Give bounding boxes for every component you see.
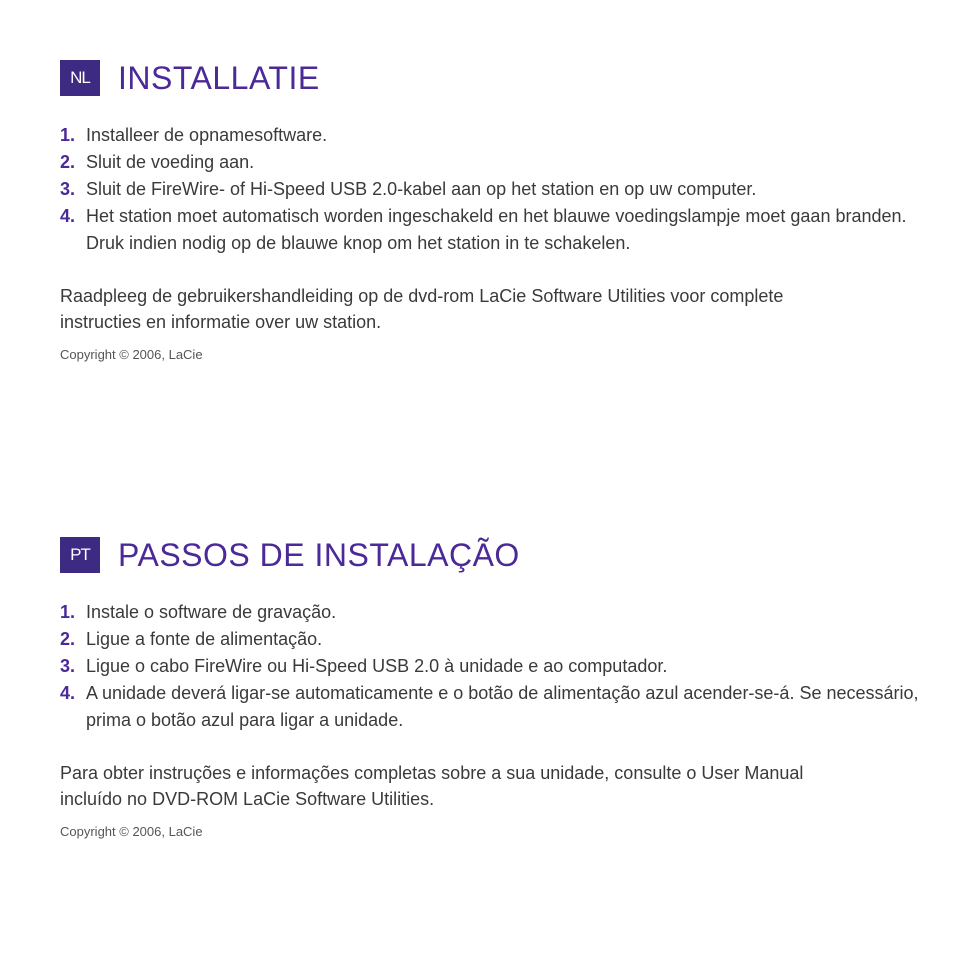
step-number: 4. — [60, 206, 76, 226]
step-item — [60, 122, 920, 149]
step-number: 1. — [60, 602, 76, 622]
section-title: INSTALLATIE — [118, 60, 320, 96]
step-text: Ligue o cabo FireWire ou Hi-Speed USB 2.0 à unidade e ao computador. — [86, 656, 668, 676]
step-text: Sluit de voeding aan. — [86, 152, 255, 172]
language-badge: NL — [60, 60, 100, 96]
reference-note: Para obter instruções e informações completas sobre a sua unidade, consulte o User Manual incluído no DVD-ROM LaCie Software Utilities. — [60, 763, 804, 809]
step-number: 2. — [60, 152, 76, 172]
section-nl — [60, 60, 920, 362]
step-text: Instale o software de gravação. — [86, 602, 337, 622]
reference-note: Raadpleeg de gebruikershandleiding op de dvd-rom LaCie Software Utilities voor complete instructies en informatie over uw station. — [60, 286, 784, 332]
section-title: PASSOS DE INSTALAÇÃO — [118, 537, 520, 573]
step-number: 2. — [60, 629, 76, 649]
step-item — [60, 149, 920, 176]
section-header — [60, 60, 920, 96]
step-text: Installeer de opnamesoftware. — [86, 125, 328, 145]
section-header — [60, 537, 920, 573]
language-badge: PT — [60, 537, 100, 573]
step-item — [60, 653, 920, 680]
step-item — [60, 176, 920, 203]
step-item — [60, 626, 920, 653]
step-item — [60, 203, 920, 257]
steps-list — [60, 122, 920, 257]
step-item — [60, 599, 920, 626]
step-number: 3. — [60, 179, 76, 199]
step-text: A unidade deverá ligar-se automaticamente e o botão de alimentação azul acender-se-á. Se necessário, prima o botão azul para ligar a unidade. — [86, 683, 919, 730]
step-number: 3. — [60, 656, 76, 676]
step-text: Sluit de FireWire- of Hi-Speed USB 2.0-kabel aan op het station en op uw computer. — [86, 179, 757, 199]
copyright-text: Copyright © 2006, LaCie — [60, 347, 203, 362]
section-pt — [60, 537, 920, 839]
step-item — [60, 680, 920, 734]
copyright-text: Copyright © 2006, LaCie — [60, 824, 203, 839]
step-text: Het station moet automatisch worden ingeschakeld en het blauwe voedingslampje moet gaan branden. Druk indien nodig op de blauwe knop om het station in te schakelen. — [86, 206, 907, 253]
step-text: Ligue a fonte de alimentação. — [86, 629, 323, 649]
step-number: 1. — [60, 125, 76, 145]
steps-list — [60, 599, 920, 734]
step-number: 4. — [60, 683, 76, 703]
